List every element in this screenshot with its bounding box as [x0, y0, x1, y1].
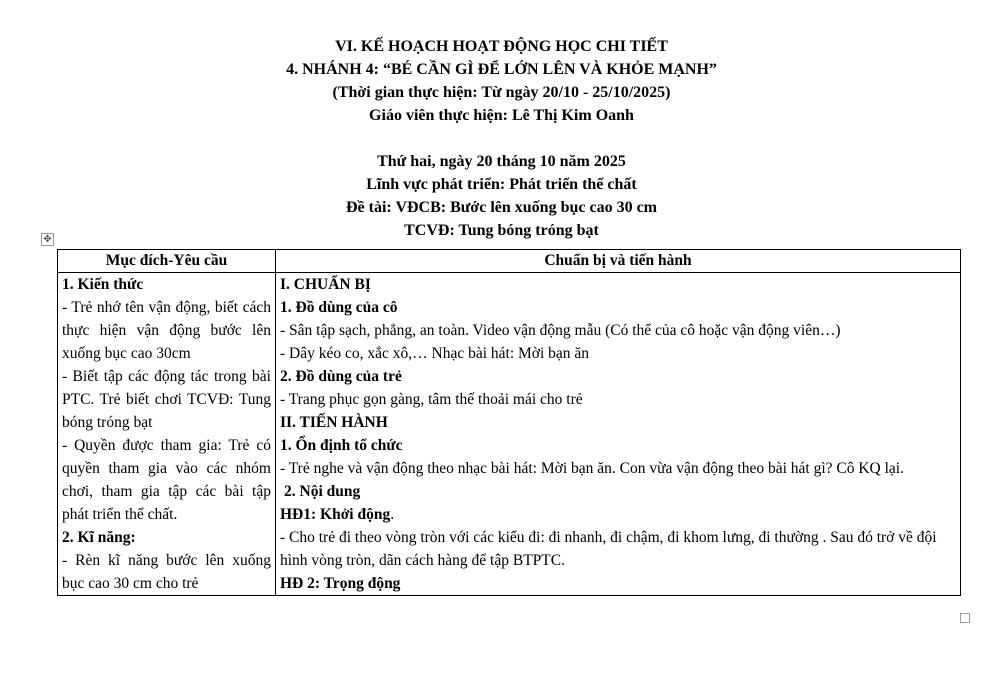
- prep-title: I. CHUẨN BỊ: [280, 276, 371, 293]
- teacher-items-title: 1. Đồ dùng của cô: [280, 299, 398, 316]
- table-move-handle-icon[interactable]: ✥: [41, 233, 54, 246]
- hd2-title: HĐ 2: Trọng động: [280, 575, 401, 592]
- organization-item: - Trẻ nghe và vận động theo nhạc bài hát: Mời bạn ăn. Con vừa vận động theo bài hát gì? Cô KQ lại.: [280, 460, 904, 477]
- organization-title: 1. Ổn định tổ chức: [280, 437, 403, 454]
- lesson-plan-table: [57, 249, 961, 596]
- knowledge-title: 1. Kiến thức: [62, 276, 144, 293]
- content-title: 2. Nội dung: [284, 483, 361, 500]
- teacher-item: - Dây kéo co, xắc xô,… Nhạc bài hát: Mời bạn ăn: [280, 345, 590, 362]
- col1-header: Mục đích-Yêu cầu: [58, 250, 276, 273]
- skills-item: - Rèn kĩ năng bước lên xuống bục cao 30 cm cho trẻ: [62, 552, 271, 592]
- table-row: [58, 273, 961, 596]
- knowledge-item: - Quyền được tham gia: Trẻ có quyền tham gia vào các nhóm chơi, tham gia tập các bài tập phát triển thể chất.: [62, 437, 271, 523]
- date-line: Thứ hai, ngày 20 tháng 10 năm 2025: [377, 153, 626, 170]
- header-spacer: [0, 127, 1003, 150]
- topic-line: Đề tài: VĐCB: Bước lên xuống bục cao 30 cm: [345, 199, 658, 216]
- branch-title: 4. NHÁNH 4: “BÉ CẦN GÌ ĐỂ LỚN LÊN VÀ KHỎE MẠNH”: [286, 61, 717, 78]
- game-line: TCVĐ: Tung bóng tróng bạt: [404, 222, 599, 239]
- field-line: Lĩnh vực phát triển: Phát triển thể chất: [366, 176, 637, 193]
- table-resize-handle-icon[interactable]: [960, 613, 970, 623]
- knowledge-item: - Trẻ nhớ tên vận động, biết cách thực hiện vận động bước lên xuống bục cao 30cm: [62, 299, 271, 362]
- child-item: - Trang phục gọn gàng, tâm thế thoải mái cho trẻ: [280, 391, 583, 408]
- document-header: [0, 35, 1003, 242]
- duration-line: (Thời gian thực hiện: Từ ngày 20/10 - 25/10/2025): [332, 84, 671, 101]
- hd1-title-line: [280, 503, 956, 526]
- skills-title: 2. Kĩ năng:: [62, 529, 136, 546]
- hd1-item: - Cho trẻ đi theo vòng tròn với các kiểu đi: đi nhanh, đi chậm, đi khom lưng, đi thường . Sau đó trở về đội hình vòng tròn, dãn cách hàng để tập BTPTC.: [280, 529, 937, 569]
- col2-header: Chuẩn bị và tiến hành: [276, 250, 961, 273]
- teacher-line: Giáo viên thực hiện: Lê Thị Kim Oanh: [369, 107, 634, 124]
- section-title: VI. KẾ HOẠCH HOẠT ĐỘNG HỌC CHI TIẾT: [335, 38, 668, 55]
- procedure-title: II. TIẾN HÀNH: [280, 414, 388, 431]
- hd1-title: HĐ1: Khởi động: [280, 506, 391, 523]
- hd1-dot: .: [390, 506, 395, 523]
- objectives-cell[interactable]: [58, 273, 276, 596]
- table-header-row: [58, 250, 961, 273]
- knowledge-item: - Biết tập các động tác trong bài PTC. Trẻ biết chơi TCVĐ: Tung bóng tróng bạt: [62, 368, 271, 431]
- procedure-cell[interactable]: [276, 273, 961, 596]
- teacher-item: - Sân tập sạch, phẳng, an toàn. Video vận động mẫu (Có thể của cô hoặc vận động viên…): [280, 322, 841, 339]
- child-items-title: 2. Đồ dùng của trẻ: [280, 368, 402, 385]
